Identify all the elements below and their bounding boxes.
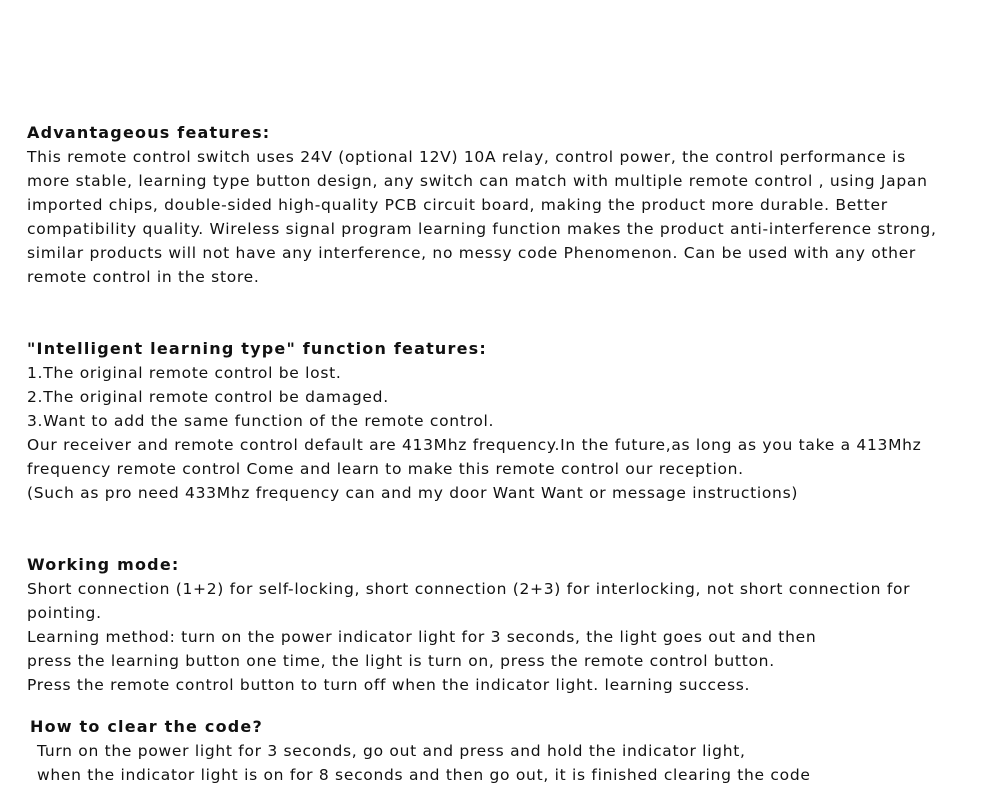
- clear-code-section: [30, 715, 970, 787]
- learning-line: 3.Want to add the same function of the remote control.: [27, 412, 495, 430]
- advantages-section: [27, 121, 967, 289]
- working-mode-line: pointing.: [27, 604, 102, 622]
- clear-code-line: when the indicator light is on for 8 seconds and then go out, it is finished clearing the code: [37, 766, 811, 784]
- clear-code-heading: How to clear the code?: [30, 717, 263, 736]
- learning-line: Our receiver and remote control default are 413Mhz frequency.In the future,as long as you take a 413Mhz: [27, 436, 922, 454]
- learning-section: [27, 337, 967, 505]
- learning-line: frequency remote control Come and learn to make this remote control our reception.: [27, 460, 744, 478]
- working-mode-heading: Working mode:: [27, 555, 180, 574]
- learning-line: 2.The original remote control be damaged.: [27, 388, 389, 406]
- advantages-line: This remote control switch uses 24V (optional 12V) 10A relay, control power, the control performance is: [27, 148, 906, 166]
- learning-line: (Such as pro need 433Mhz frequency can and my door Want Want or message instructions): [27, 484, 799, 502]
- advantages-heading: Advantageous features:: [27, 123, 271, 142]
- learning-heading: "Intelligent learning type" function features:: [27, 339, 487, 358]
- working-mode-line: Short connection (1+2) for self-locking, short connection (2+3) for interlocking, not short connection for: [27, 580, 911, 598]
- advantages-line: similar products will not have any interference, no messy code Phenomenon. Can be used with any other: [27, 244, 916, 262]
- working-mode-line: press the learning button one time, the light is turn on, press the remote control button.: [27, 652, 775, 670]
- working-mode-line: Learning method: turn on the power indicator light for 3 seconds, the light goes out and then: [27, 628, 817, 646]
- working-mode-line: Press the remote control button to turn off when the indicator light. learning success.: [27, 676, 751, 694]
- working-mode-section: [27, 553, 967, 697]
- advantages-line: more stable, learning type button design, any switch can match with multiple remote control , using Japan: [27, 172, 928, 190]
- advantages-line: compatibility quality. Wireless signal program learning function makes the product anti-interference strong,: [27, 220, 937, 238]
- clear-code-line: Turn on the power light for 3 seconds, go out and press and hold the indicator light,: [37, 742, 746, 760]
- advantages-line: imported chips, double-sided high-quality PCB circuit board, making the product more durable. Better: [27, 196, 888, 214]
- learning-line: 1.The original remote control be lost.: [27, 364, 342, 382]
- advantages-line: remote control in the store.: [27, 268, 260, 286]
